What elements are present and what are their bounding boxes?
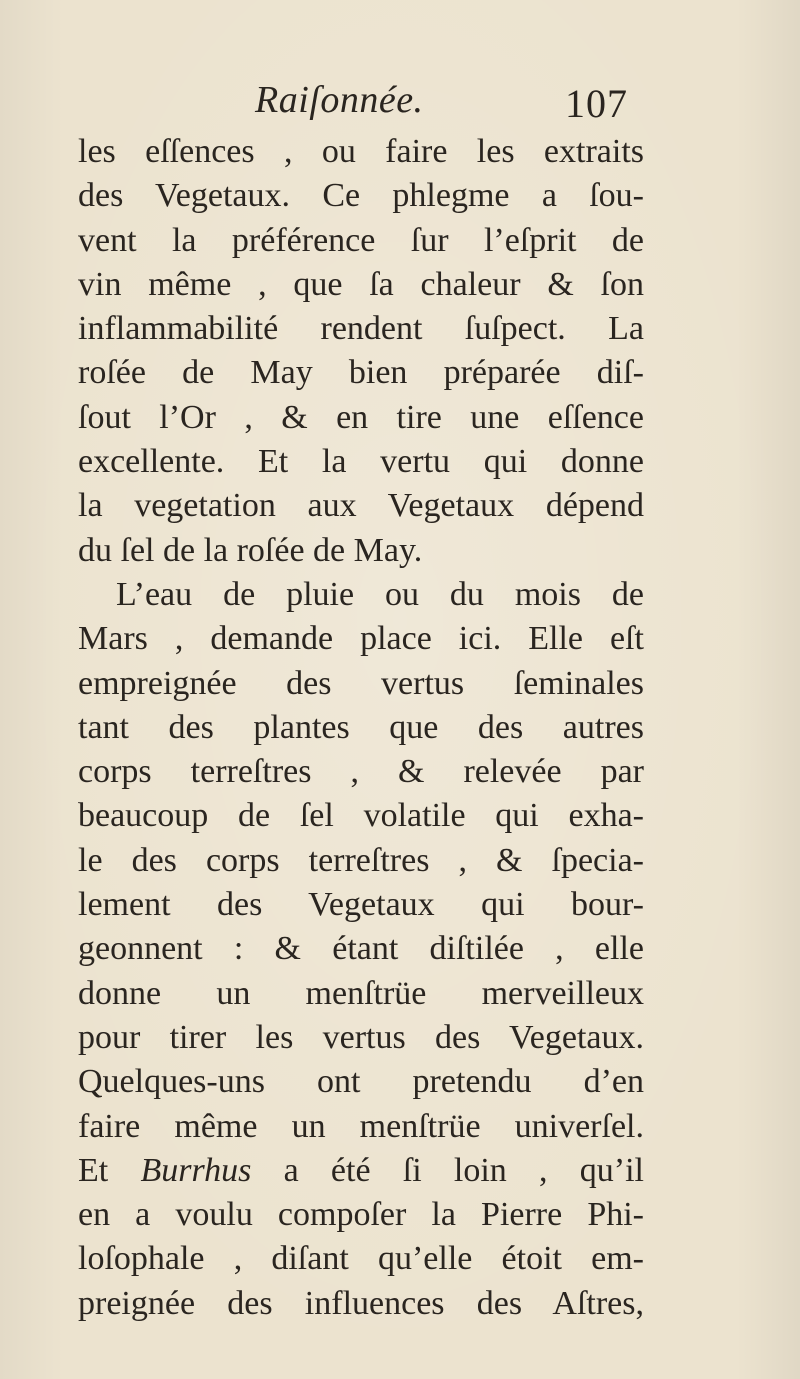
text-line: loſophale , diſant qu’elle étoit em- [78, 1240, 644, 1278]
text-line: donne un menſtrüe merveilleux [78, 974, 644, 1012]
text-line: corps terreſtres , & relevée par [78, 753, 644, 791]
text-line: vent la préférence ſur l’eſprit de [78, 221, 644, 259]
text-fragment: Et [78, 1151, 141, 1189]
text-line: inflammabilité rendent ſuſpect. La [78, 310, 644, 348]
paragraph-start-line: L’eau de pluie ou du mois de [116, 575, 644, 613]
text-line: ſout l’Or , & en tire une eſſence [78, 398, 644, 436]
text-line-with-italic [78, 1149, 644, 1193]
text-line: lement des Vegetaux qui bour- [78, 886, 644, 924]
text-line: beaucoup de ſel volatile qui exha- [78, 797, 644, 835]
paragraph-end-line: du ſel de la roſée de May. [78, 531, 423, 569]
page-number: 107 [565, 81, 628, 126]
text-line: preignée des influences des Aſtres, [78, 1284, 644, 1322]
text-line: pour tirer les vertus des Vegetaux. [78, 1018, 644, 1056]
text-line: vin même , que ſa chaleur & ſon [78, 265, 644, 303]
text-line: excellente. Et la vertu qui donne [78, 443, 644, 481]
text-line: en a voulu compoſer la Pierre Phi- [78, 1196, 644, 1234]
text-line: Mars , demande place ici. Elle eſt [78, 620, 644, 658]
text-line: le des corps terreſtres , & ſpecia- [78, 841, 644, 879]
text-line: empreignée des vertus ſeminales [78, 664, 644, 702]
text-line: faire même un menſtrüe univerſel. [78, 1107, 644, 1145]
body-text [78, 130, 644, 1326]
text-line: les eſſences , ou faire les extraits [78, 133, 644, 170]
text-line: geonnent : & étant diſtilée , elle [78, 930, 644, 968]
text-line: la vegetation aux Vegetaux dépend [78, 487, 644, 525]
text-line: roſée de May bien préparée diſ- [78, 354, 644, 392]
text-fragment: a été ſi loin , qu’il [251, 1151, 644, 1189]
italic-name: Burrhus [140, 1151, 252, 1189]
text-line: des Vegetaux. Ce phlegme a ſou- [78, 177, 644, 215]
text-line: tant des plantes que des autres [78, 708, 644, 746]
running-title: Raiſonnée. [255, 79, 424, 121]
text-line: Quelques-uns ont pretendu d’en [78, 1063, 644, 1101]
